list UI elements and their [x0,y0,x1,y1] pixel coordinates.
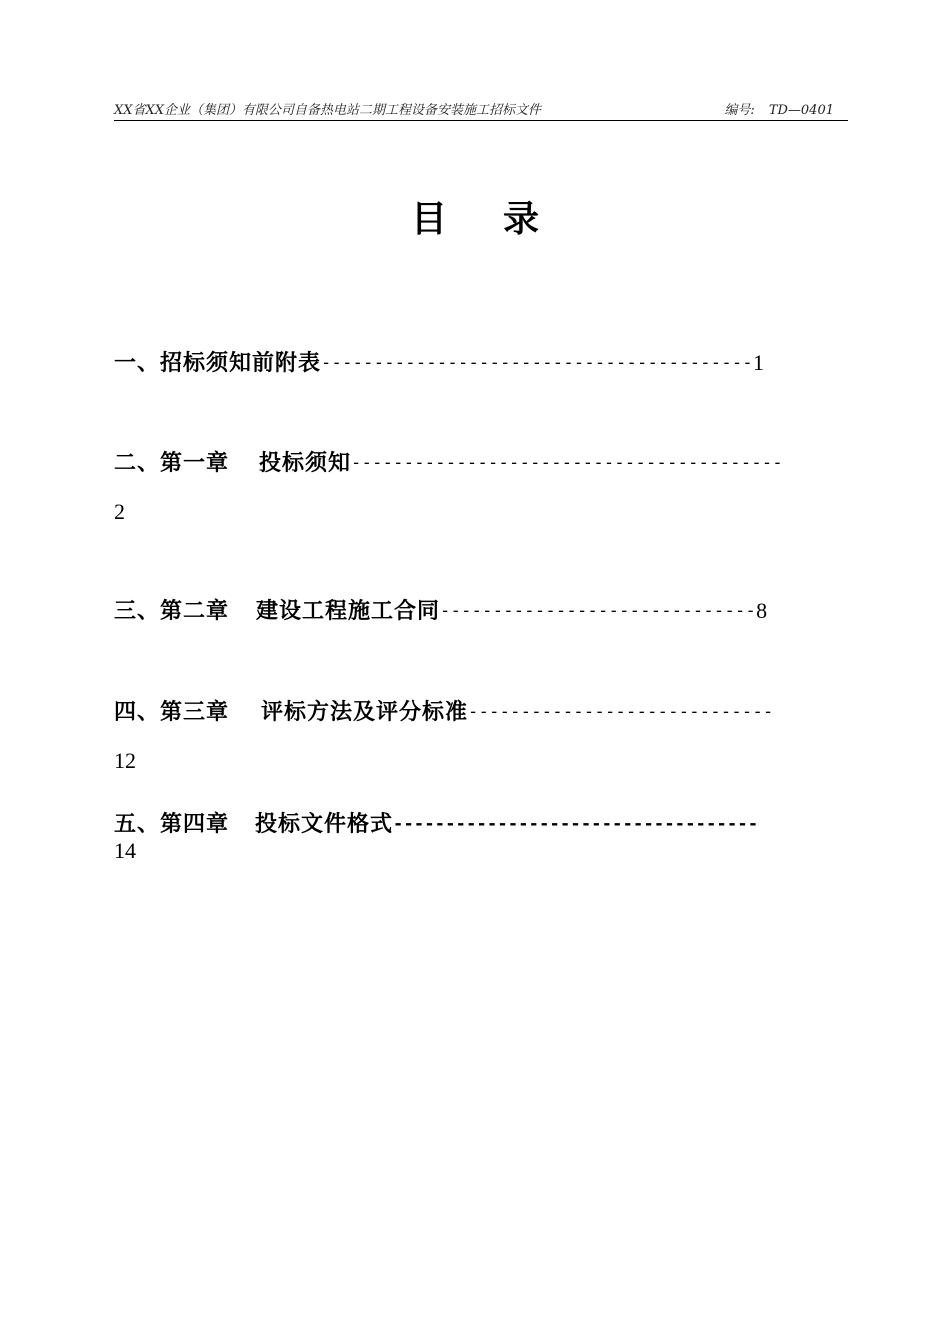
toc-entry-label: 四、第三章 [114,700,230,725]
toc-entry-title: 评标方法及评分标准 [261,700,469,725]
toc-leader: ----------------------------------------- [351,453,783,473]
toc-leader: ----------------------------------- [393,814,759,834]
toc-page-number: 14 [114,838,136,863]
document-number [724,103,834,119]
toc-entry-title: 投标文件格式 [255,812,394,837]
toc-leader: ------------------------------ [440,601,757,621]
toc-entry-label: 三、第二章 [114,599,230,624]
toc-entry-1[interactable] [114,350,854,377]
toc-entry-4[interactable] [114,699,854,774]
toc-entry-label: 二、第一章 [114,451,230,476]
toc-entry-title: 建设工程施工合同 [256,599,441,624]
toc-page-number: 1 [752,350,764,375]
document-number-value: TD—0401 [768,103,834,118]
toc-entry-2[interactable] [114,450,854,525]
toc-entry-label: 五、第四章 [114,812,230,837]
document-number-label: 编号: [724,103,755,118]
toc-page-number: 12 [114,748,136,773]
toc-entry-title: 投标须知 [259,451,352,476]
toc-entry-label: 一、招标须知前附表 [114,351,322,376]
toc-heading: 目录 [410,199,595,240]
toc-entry-3[interactable] [114,598,854,625]
toc-page-number: 2 [114,499,125,524]
toc-leader: ----------------------------- [468,702,774,722]
toc-page-number: 8 [756,598,768,623]
running-header [114,103,848,121]
toc-leader: ----------------------------------------- [321,353,753,373]
header-title: XX省XX企业（集团）有限公司自备热电站二期工程设备安装施工招标文件 [114,103,542,118]
toc-entry-5[interactable] [114,811,854,864]
